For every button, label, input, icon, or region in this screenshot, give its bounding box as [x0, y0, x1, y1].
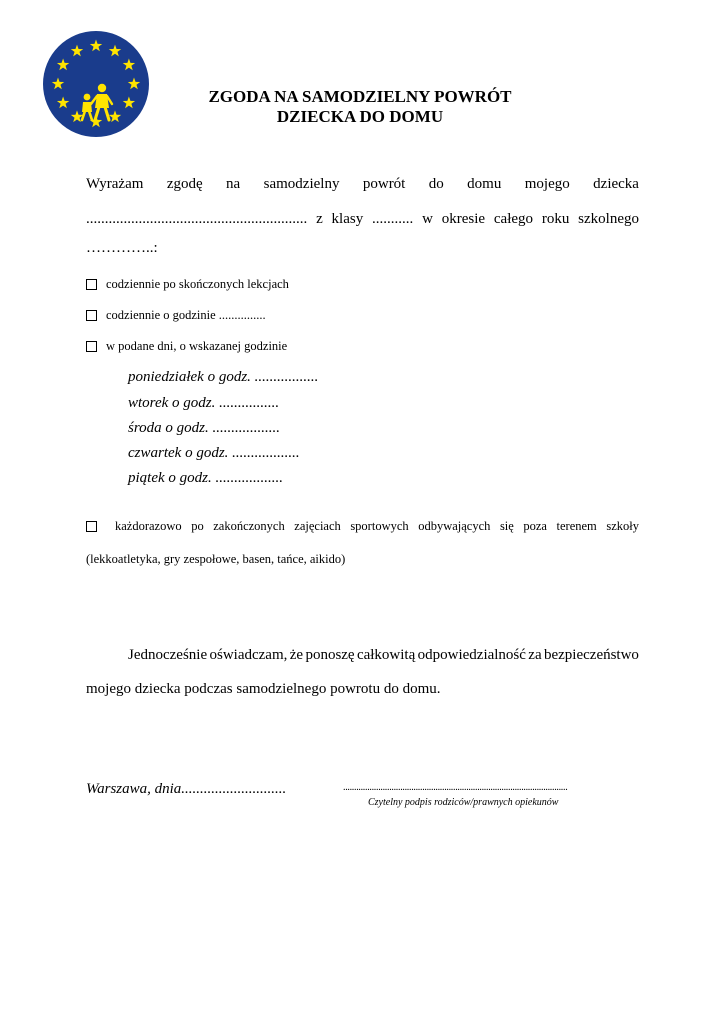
word: zajęciach	[294, 519, 341, 533]
intro-line-3: …………..:	[86, 240, 158, 256]
option-daily-after-lessons[interactable]	[86, 277, 289, 292]
word: że	[289, 647, 304, 663]
word: zgodę	[166, 176, 203, 192]
word: ponoszę	[305, 647, 355, 663]
option-label: codziennie po skończonych lekcjach	[106, 277, 289, 291]
word: roku	[541, 211, 570, 227]
word: terenem	[556, 519, 597, 533]
option-after-sports-activities[interactable]	[86, 519, 639, 534]
day-monday: poniedziałek o godz. .................	[128, 369, 319, 385]
word: w	[422, 211, 433, 227]
option-sports-examples: (lekkoatletyka, gry zespołowe, basen, tańce, aikido)	[86, 552, 346, 566]
day-friday: piątek o godz. ..................	[128, 470, 283, 486]
word: samodzielny	[263, 176, 340, 192]
word: Jednocześnie	[128, 647, 208, 663]
document-title-line-1: ZGODA NA SAMODZIELNY POWRÓT	[208, 87, 512, 106]
option-label	[115, 519, 639, 534]
word: poza	[523, 519, 547, 533]
checkbox[interactable]	[86, 341, 97, 352]
word: ...........	[372, 211, 414, 227]
word: oświadczam,	[209, 647, 288, 663]
word: okresie	[441, 211, 486, 227]
word: całkowitą	[356, 647, 416, 663]
checkbox[interactable]	[86, 521, 97, 532]
intro-line-2	[86, 211, 639, 228]
signature-line: ......................................................................................................	[343, 782, 568, 793]
day-tuesday: wtorek o godz. ................	[128, 395, 280, 411]
word: zakończonych	[213, 519, 285, 533]
checkbox[interactable]	[86, 279, 97, 290]
word: za	[528, 647, 542, 663]
word: odpowiedzialność	[417, 647, 526, 663]
day-thursday: czwartek o godz. ..................	[128, 445, 300, 461]
checkbox[interactable]	[86, 310, 97, 321]
signature-caption: Czytelny podpis rodziców/prawnych opiekunów	[368, 797, 559, 808]
word: bezpieczeństwo	[543, 647, 639, 663]
word: całego	[493, 211, 534, 227]
document-title-line-2: DZIECKA DO DOMU	[276, 107, 444, 126]
declaration-line-2: mojego dziecka podczas samodzielnego powrotu do domu.	[86, 681, 441, 697]
declaration-line-1	[128, 647, 639, 664]
intro-line-1	[86, 176, 639, 193]
word: z	[316, 211, 323, 227]
word: dziecka	[593, 176, 639, 192]
word: na	[226, 176, 241, 192]
option-daily-at-hour[interactable]	[86, 308, 266, 323]
word: szkoły	[606, 519, 639, 533]
option-selected-days[interactable]	[86, 339, 287, 354]
word: do	[428, 176, 444, 192]
word: po	[191, 519, 204, 533]
word: mojego	[524, 176, 570, 192]
word: Wyrażam	[86, 176, 144, 192]
word: odbywających	[418, 519, 491, 533]
word: szkolnego	[578, 211, 639, 227]
place-and-date: Warszawa, dnia............................	[86, 781, 287, 797]
word: powrót	[362, 176, 406, 192]
word: każdorazowo	[115, 519, 182, 533]
word: sportowych	[350, 519, 409, 533]
option-label: w podane dni, o wskazanej godzinie	[106, 339, 288, 353]
word: ...........................................................	[86, 211, 308, 227]
word: klasy	[331, 211, 364, 227]
option-label: codziennie o godzinie ...............	[106, 308, 266, 322]
word: się	[499, 519, 514, 533]
day-wednesday: środa o godz. ..................	[128, 420, 280, 436]
school-logo-icon	[42, 30, 150, 138]
word: domu	[467, 176, 502, 192]
